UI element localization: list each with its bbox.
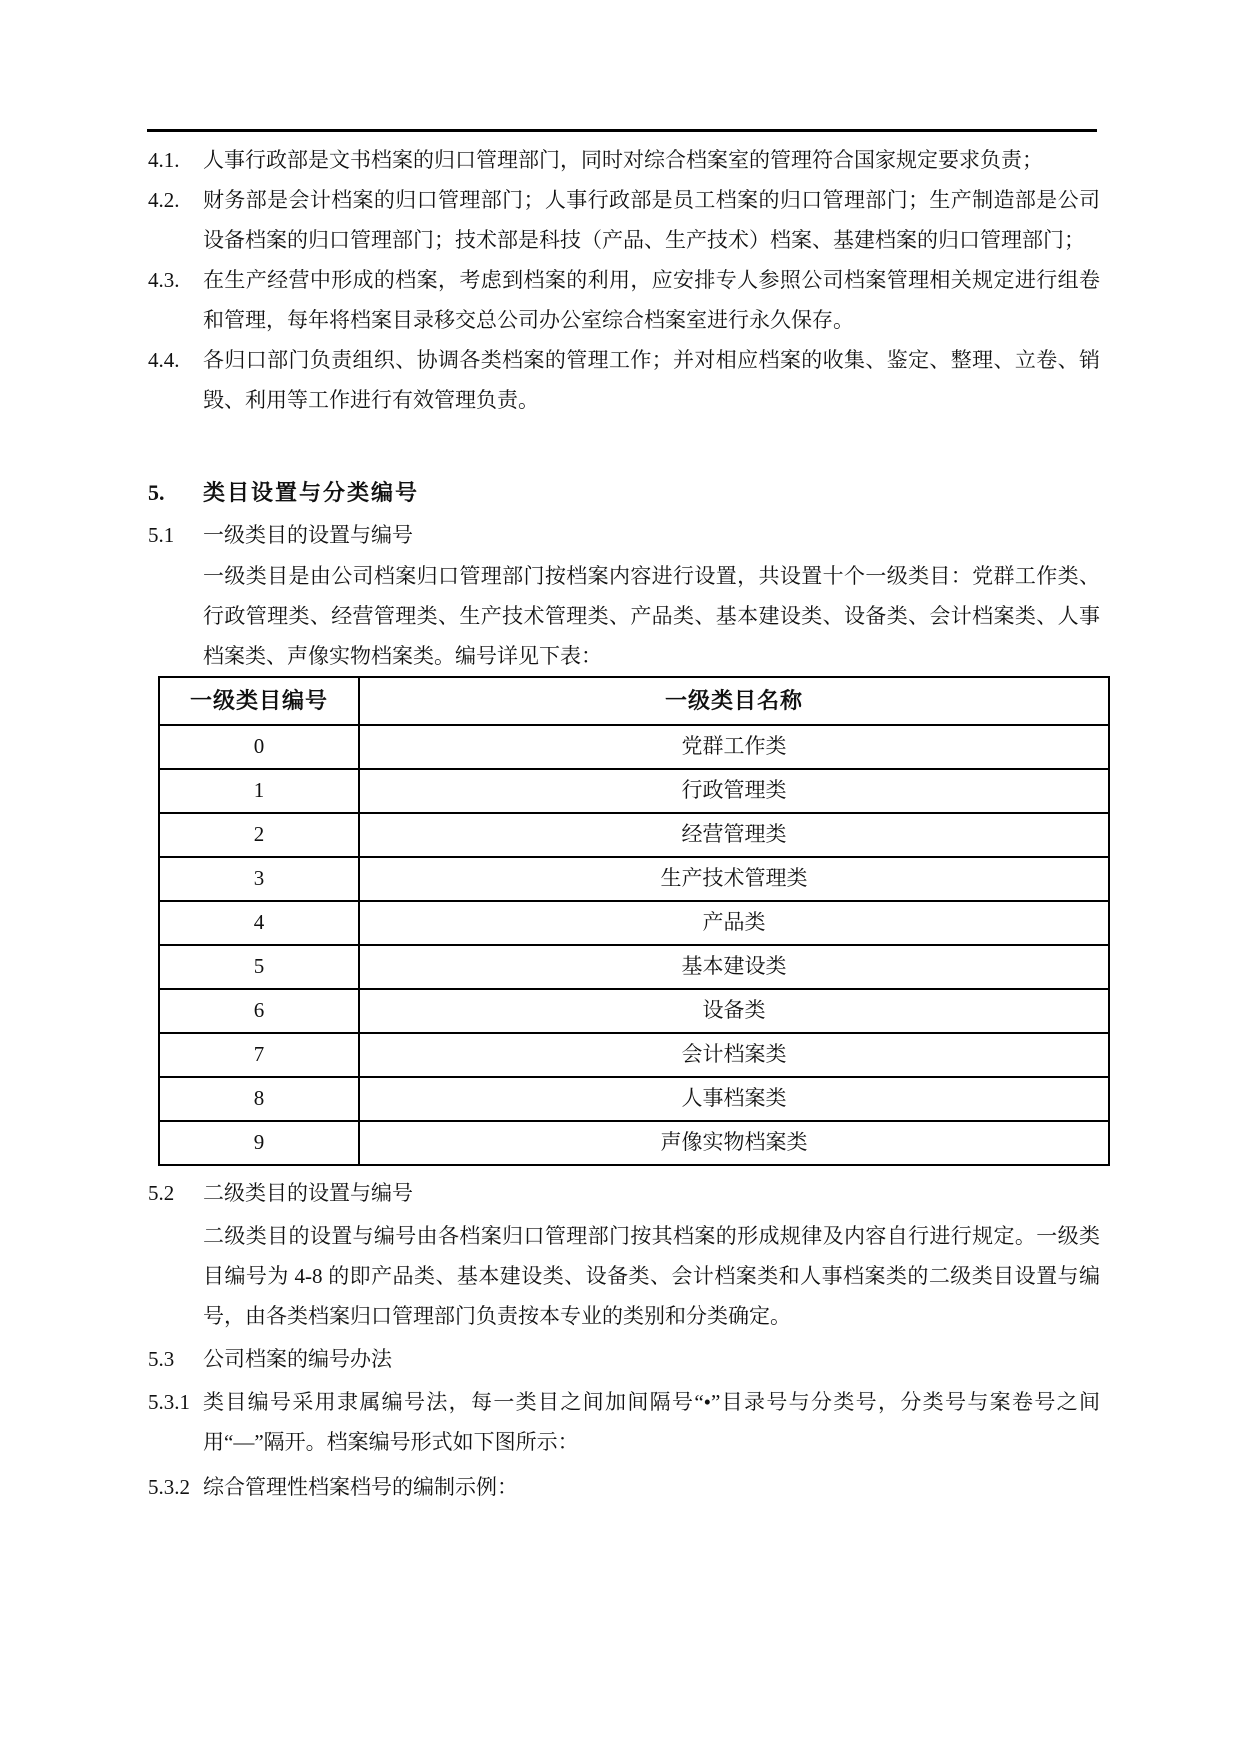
section-5-1-heading (148, 515, 1100, 555)
table-row (159, 945, 1109, 989)
table-row (159, 813, 1109, 857)
category-name: 设备类 (359, 989, 1109, 1033)
item-text: 各归口部门负责组织、协调各类档案的管理工作；并对相应档案的收集、鉴定、整理、立卷、销毁、利用等工作进行有效管理负责。 (203, 348, 1100, 412)
category-code: 9 (159, 1121, 359, 1165)
list-item-4-3 (148, 260, 1100, 340)
table-header-code: 一级类目编号 (159, 677, 359, 725)
category-code: 6 (159, 989, 359, 1033)
item-number: 4.2. (148, 188, 180, 212)
table-row (159, 1033, 1109, 1077)
item-number: 4.4. (148, 348, 180, 372)
section-5-2-heading (148, 1173, 1100, 1213)
section-5-3-2 (148, 1467, 1100, 1507)
list-item-4-4 (148, 340, 1100, 420)
table-row (159, 725, 1109, 769)
item-number: 4.1. (148, 148, 180, 172)
category-code: 0 (159, 725, 359, 769)
category-name: 党群工作类 (359, 725, 1109, 769)
item-text: 财务部是会计档案的归口管理部门；人事行政部是员工档案的归口管理部门；生产制造部是公司设备档案的归口管理部门；技术部是科技（产品、生产技术）档案、基建档案的归口管理部门； (203, 188, 1100, 252)
category-name: 基本建设类 (359, 945, 1109, 989)
category-code: 4 (159, 901, 359, 945)
item-text: 人事行政部是文书档案的归口管理部门，同时对综合档案室的管理符合国家规定要求负责； (203, 148, 1043, 172)
category-name: 生产技术管理类 (359, 857, 1109, 901)
table-row (159, 1121, 1109, 1165)
section-number: 5.1 (148, 523, 175, 547)
category-name: 经营管理类 (359, 813, 1109, 857)
level1-category-table (158, 676, 1110, 1166)
list-item-4-2 (148, 180, 1100, 260)
category-code: 8 (159, 1077, 359, 1121)
list-item-4-1 (148, 140, 1100, 180)
table-row (159, 989, 1109, 1033)
section-title: 二级类目的设置与编号 (203, 1181, 413, 1205)
section-5-heading (148, 473, 1100, 513)
table-header-row (159, 677, 1109, 725)
section-title: 公司档案的编号办法 (203, 1347, 392, 1371)
section-number: 5.2 (148, 1181, 175, 1205)
table-row (159, 901, 1109, 945)
section-number: 5.3 (148, 1347, 175, 1371)
category-code: 5 (159, 945, 359, 989)
category-name: 行政管理类 (359, 769, 1109, 813)
table-row (159, 1077, 1109, 1121)
table-row (159, 857, 1109, 901)
table-header-name: 一级类目名称 (359, 677, 1109, 725)
section-5-3-1 (148, 1382, 1100, 1462)
category-name: 产品类 (359, 901, 1109, 945)
section-text: 综合管理性档案档号的编制示例： (203, 1475, 518, 1499)
section-5-3-heading (148, 1339, 1100, 1379)
category-code: 1 (159, 769, 359, 813)
section-number: 5. (148, 480, 165, 505)
section-title: 类目设置与分类编号 (203, 480, 420, 505)
category-name: 人事档案类 (359, 1077, 1109, 1121)
section-number: 5.3.1 (148, 1390, 190, 1414)
table-row (159, 769, 1109, 813)
category-code: 3 (159, 857, 359, 901)
category-code: 7 (159, 1033, 359, 1077)
section-5-1-paragraph: 一级类目是由公司档案归口管理部门按档案内容进行设置，共设置十个一级类目：党群工作类、行政管理类、经营管理类、生产技术管理类、产品类、基本建设类、设备类、会计档案类、人事档案类、声像实物档案类。编号详见下表： (203, 564, 1100, 668)
section-5-2-paragraph: 二级类目的设置与编号由各档案归口管理部门按其档案的形成规律及内容自行进行规定。一级类目编号为 4-8 的即产品类、基本建设类、设备类、会计档案类和人事档案类的二级类目设置与编号，由各类档案归口管理部门负责按本专业的类别和分类确定。 (203, 1224, 1100, 1328)
item-number: 4.3. (148, 268, 180, 292)
item-text: 在生产经营中形成的档案，考虑到档案的利用，应安排专人参照公司档案管理相关规定进行组卷和管理，每年将档案目录移交总公司办公室综合档案室进行永久保存。 (203, 268, 1100, 332)
category-name: 会计档案类 (359, 1033, 1109, 1077)
section-text: 类目编号采用隶属编号法，每一类目之间加间隔号“•”目录号与分类号，分类号与案卷号之间用“—”隔开。档案编号形式如下图所示： (203, 1390, 1100, 1454)
document-body (148, 140, 1100, 1507)
section-title: 一级类目的设置与编号 (203, 523, 413, 547)
category-code: 2 (159, 813, 359, 857)
category-name: 声像实物档案类 (359, 1121, 1109, 1165)
section-number: 5.3.2 (148, 1475, 190, 1499)
header-rule (147, 129, 1097, 132)
